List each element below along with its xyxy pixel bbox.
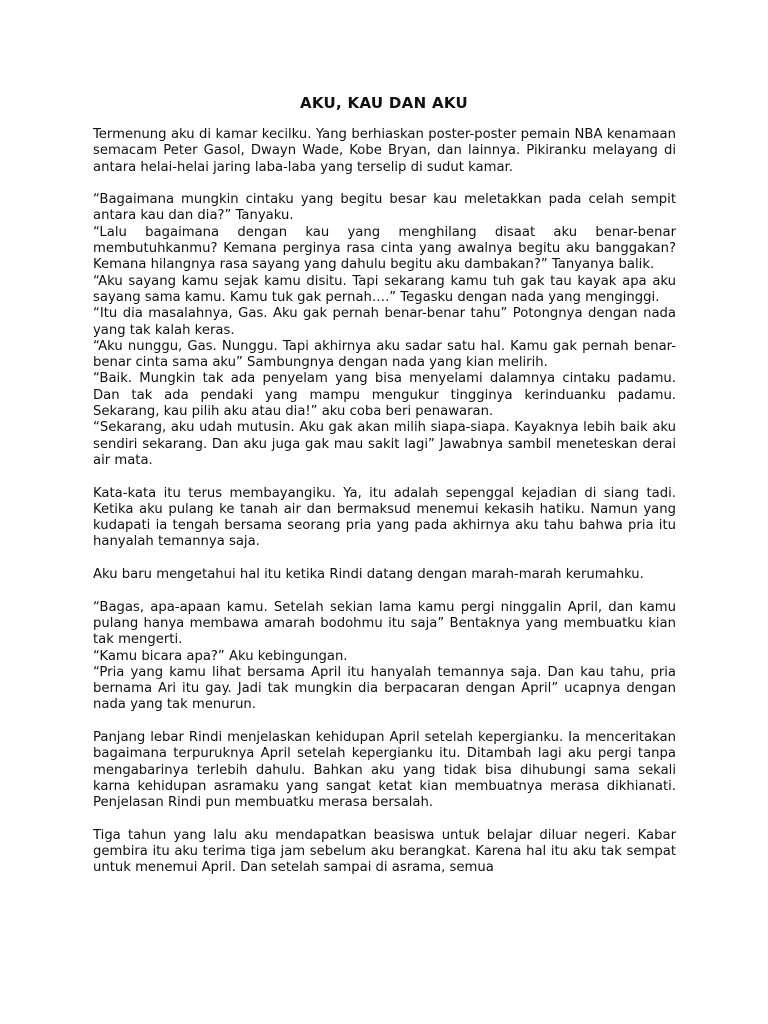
paragraph-gap (93, 469, 676, 485)
paragraph: Tiga tahun yang lalu aku mendapatkan beasiswa untuk belajar diluar negeri. Kabar gembira itu aku terima tiga jam sebelum aku berangkat. Karena hal itu aku tak sempat untuk menemui April. Dan setelah sampai di asrama, semua (93, 827, 676, 876)
paragraph-gap (93, 811, 676, 827)
paragraph: Panjang lebar Rindi menjelaskan kehidupan April setelah kepergianku. Ia menceritakan bagaimana terpuruknya April setelah kepergianku itu. Ditambah lagi aku pergi tanpa mengabarinya terlebih dahulu. Bahkan aku yang tidak bisa dihubungi sama sekali karna kehidupan asramaku yang sangat ketat kian membuatnya merasa dikhianati. Penjelasan Rindi pun membuatku merasa bersalah. (93, 729, 676, 811)
paragraph: “Sekarang, aku udah mutusin. Aku gak akan milih siapa-siapa. Kayaknya lebih baik aku sendiri sekarang. Dan aku juga gak mau sakit lagi” Jawabnya sambil meneteskan derai air mata. (93, 420, 676, 468)
document-title: AKU, KAU DAN AKU (299, 94, 469, 112)
paragraph: “Bagaimana mungkin cintaku yang begitu besar kau meletakkan pada celah sempit antara kau dan dia?” Tanyaku. (93, 192, 676, 224)
paragraph-gap (93, 714, 676, 730)
paragraph: Aku baru mengetahui hal itu ketika Rindi datang dengan marah-marah kerumahku. (93, 567, 644, 583)
paragraph: “Pria yang kamu lihat bersama April itu hanyalah temannya saja. Dan kau tahu, pria bernama Ari itu gay. Jadi tak mungkin dia berpacaran dengan April” ucapnya dengan nada yang tak menurun. (93, 664, 676, 713)
paragraph: “Aku nunggu, Gas. Nunggu. Tapi akhirnya aku sadar satu hal. Kamu gak pernah benar-benar cinta sama aku” Sambungnya dengan nada yang kian melirih. (93, 338, 676, 371)
paragraph-gap (93, 551, 676, 567)
paragraph: “Bagas, apa-apaan kamu. Setelah sekian lama kamu pergi ninggalin April, dan kamu pulang hanya membawa amarah bodohmu itu saja” Bentaknya yang membuatku kian tak mengerti. (93, 599, 676, 648)
paragraph: “Lalu bagaimana dengan kau yang menghilang disaat aku benar-benar membutuhkanmu? Kemana perginya rasa cinta yang awalnya begitu aku banggakan? Kemana hilangnya rasa sayang yang dahulu begitu aku dambakan?” Tanyanya balik. (93, 224, 676, 273)
paragraph: “Itu dia masalahnya, Gas. Aku gak pernah benar-benar tahu” Potongnya dengan nada yang tak kalah keras. (93, 306, 676, 338)
paragraph-gap (93, 583, 676, 599)
paragraph: “Kamu bicara apa?” Aku kebingungan. (93, 648, 348, 664)
paragraph: Termenung aku di kamar kecilku. Yang berhiaskan poster-poster pemain NBA kenamaan semacam Peter Gasol, Dwayn Wade, Kobe Bryan, dan lainnya. Pikiranku melayang di antara helai-helai jaring laba-laba yang terselip di sudut kamar. (93, 127, 676, 175)
paragraph: “Aku sayang kamu sejak kamu disitu. Tapi sekarang kamu tuh gak tau kayak apa aku sayang sama kamu. Kamu tuk gak pernah….” Tegasku dengan nada yang menginggi. (93, 273, 676, 305)
paragraph-gap (93, 176, 676, 192)
document-body (93, 127, 676, 877)
paragraph: “Baik. Mungkin tak ada penyelam yang bisa menyelami dalamnya cintaku padamu. Dan tak ada pendaki yang mampu mengukur tingginya kerinduanku padamu. Sekarang, kau pilih aku atau dia!” aku coba beri penawaran. (93, 371, 676, 420)
paragraph: Kata-kata itu terus membayangiku. Ya, itu adalah sepenggal kejadian di siang tadi. Ketika aku pulang ke tanah air dan bermaksud menemui kekasih hatiku. Namun yang kudapati ia tengah bersama seorang pria yang pada akhirnya aku tahu bahwa pria itu hanyalah temannya saja. (93, 485, 676, 550)
